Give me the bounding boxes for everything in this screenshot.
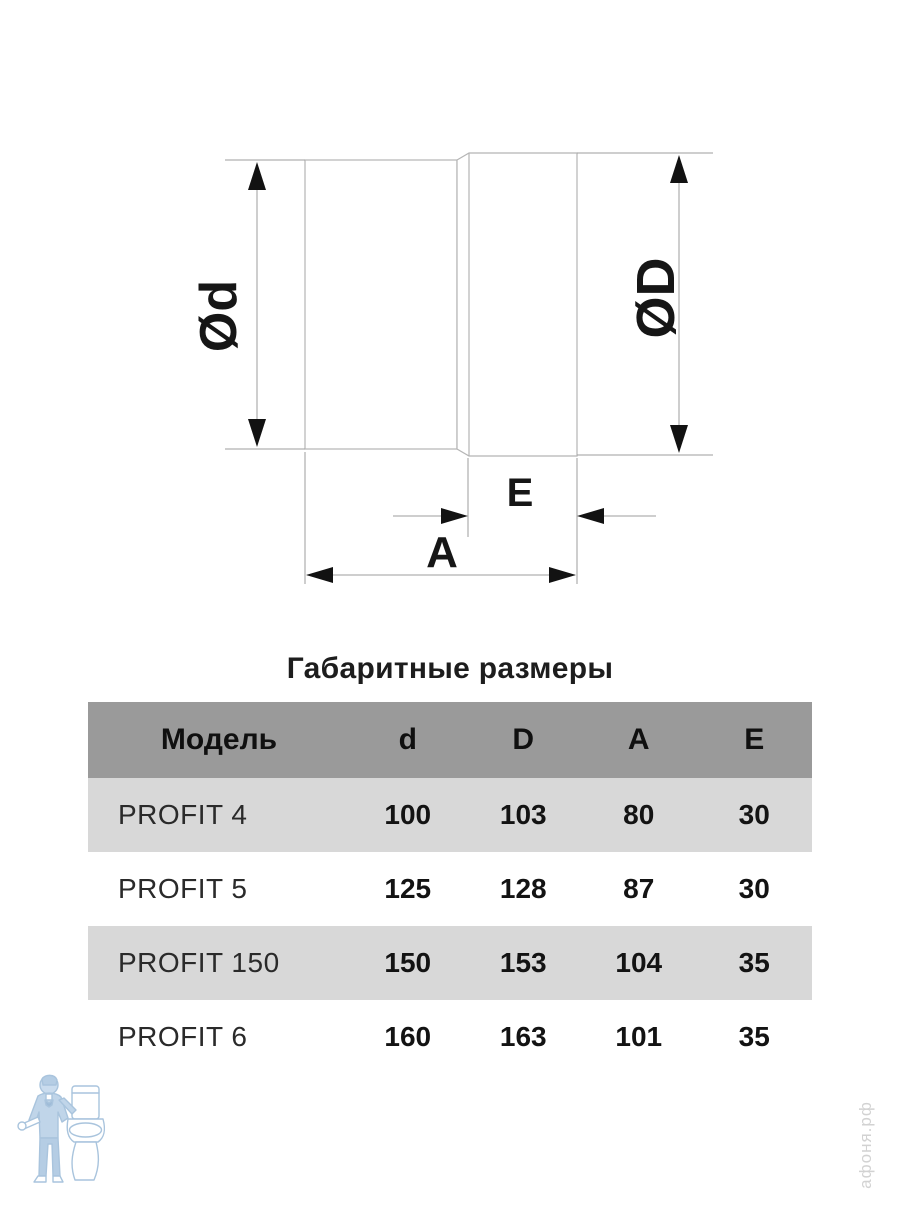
table-row	[88, 1000, 812, 1074]
plumber-logo-icon	[12, 1072, 112, 1194]
value-A: 80	[623, 799, 655, 830]
value-E: 35	[738, 1021, 770, 1052]
arrow-up-icon	[670, 155, 688, 183]
value-D: 163	[499, 1021, 547, 1052]
header-D: D	[512, 723, 535, 756]
dimensions-table	[88, 702, 812, 1074]
arrow-down-icon	[670, 425, 688, 453]
value-E: 35	[738, 947, 770, 978]
model-name: PROFIT 5	[118, 873, 248, 904]
arrow-up-icon	[248, 162, 266, 190]
model-name: PROFIT 4	[118, 799, 248, 830]
value-d: 160	[384, 1021, 432, 1052]
arrow-right-icon	[441, 508, 468, 524]
value-d: 150	[384, 947, 432, 978]
table-row	[88, 852, 812, 926]
arrow-left-icon	[577, 508, 604, 524]
model-name: PROFIT 6	[118, 1021, 248, 1052]
value-D: 103	[499, 799, 547, 830]
value-d: 100	[384, 799, 432, 830]
arrow-left-icon	[306, 567, 333, 583]
collar-outline	[457, 153, 577, 456]
value-E: 30	[738, 873, 770, 904]
value-E: 30	[738, 799, 770, 830]
label-total-length: A	[426, 528, 458, 577]
label-collar-length: E	[506, 471, 534, 515]
header-d: d	[398, 723, 417, 756]
header-A: A	[627, 723, 650, 756]
header-model: Модель	[160, 723, 278, 756]
table-row	[88, 926, 812, 1000]
connector-shape	[305, 153, 577, 456]
arrow-down-icon	[248, 419, 266, 447]
label-big-diameter: ØD	[626, 257, 686, 339]
small-tube-outline	[305, 160, 457, 449]
value-A: 104	[615, 947, 663, 978]
header-E: E	[744, 723, 765, 756]
model-name: PROFIT 150	[118, 947, 280, 978]
label-small-diameter: Ød	[190, 279, 248, 353]
value-A: 101	[615, 1021, 663, 1052]
table-header-row	[88, 702, 812, 778]
arrow-right-icon	[549, 567, 576, 583]
site-watermark: афоня.рф	[856, 1101, 875, 1189]
value-D: 153	[499, 947, 547, 978]
value-A: 87	[623, 873, 655, 904]
table-row	[88, 778, 812, 852]
value-D: 128	[499, 873, 547, 904]
value-d: 125	[384, 873, 432, 904]
section-title: Габаритные размеры	[286, 652, 614, 685]
